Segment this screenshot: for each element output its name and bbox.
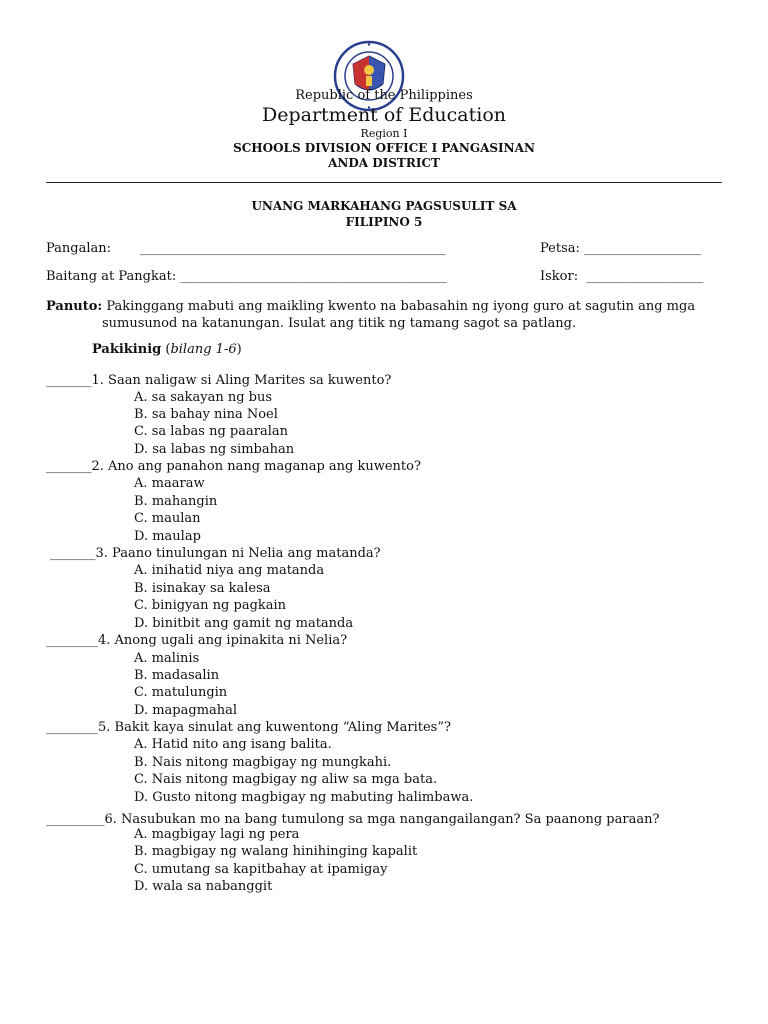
exam-subject: FILIPINO 5 <box>345 215 423 229</box>
directions-text-2: sumusunod na katanungan. Isulat ang titik ng tamang sagot sa patlang. <box>102 316 577 331</box>
choice-4b: B. madasalin <box>134 668 220 683</box>
choice-2b: B. mahangin <box>134 494 218 509</box>
choice-6b: B. magbigay ng walang hinihinging kapalit <box>134 844 418 859</box>
exam-title: UNANG MARKAHANG PAGSUSULIT SA <box>251 199 517 213</box>
choice-3c: C. binigyan ng pagkain <box>134 598 287 613</box>
score-field[interactable]: Iskor: __________________ <box>540 269 704 284</box>
directions-label: Panuto: <box>46 299 103 314</box>
date-field[interactable]: Petsa: __________________ <box>540 241 702 256</box>
department-title: Department of Education <box>262 104 506 126</box>
choice-5a: A. Hatid nito ang isang balita. <box>134 737 332 752</box>
choice-5c: C. Nais nitong magbigay ng aliw sa mga bata. <box>134 772 438 787</box>
region-line: Region I <box>360 127 408 140</box>
question-3[interactable]: _______3. Paano tinulungan ni Nelia ang matanda? <box>50 546 381 561</box>
choice-1d: D. sa labas ng simbahan <box>134 442 295 457</box>
directions-text-1: Pakinggang mabuti ang maikling kwento na babasahin ng iyong guro at sagutin ang mga <box>102 299 696 314</box>
choice-3a: A. inihatid niya ang matanda <box>134 563 325 578</box>
choice-5d: D. Gusto nitong magbigay ng mabuting halimbawa. <box>134 790 474 805</box>
section-label: Pakikinig <box>92 342 162 357</box>
choice-5b: B. Nais nitong magbigay ng mungkahi. <box>134 755 392 770</box>
choice-2a: A. maaraw <box>134 476 205 491</box>
question-2[interactable]: _______2. Ano ang panahon nang maganap ang kuwento? <box>46 459 421 474</box>
section-range: bilang 1-6 <box>170 342 237 357</box>
choice-4c: C. matulungin <box>134 685 228 700</box>
choice-3b: B. isinakay sa kalesa <box>134 581 271 596</box>
choice-1a: A. sa sakayan ng bus <box>134 390 273 405</box>
choice-6a: A. magbigay lagi ng pera <box>134 827 300 842</box>
name-field[interactable]: Pangalan: _______________________________________________ <box>46 241 446 256</box>
choice-3d: D. binitbit ang gamit ng matanda <box>134 616 354 631</box>
question-1[interactable]: _______1. Saan naligaw si Aling Marites sa kuwento? <box>46 373 392 388</box>
choice-1c: C. sa labas ng paaralan <box>134 424 288 439</box>
republic-line: Republic of the Philippines <box>295 88 473 103</box>
choice-4a: A. malinis <box>134 651 200 666</box>
choice-2c: C. maulan <box>134 511 201 526</box>
choice-6c: C. umutang sa kapitbahay at ipamigay <box>134 862 388 877</box>
choice-6d: D. wala sa nabanggit <box>134 879 273 894</box>
directions <box>46 298 718 332</box>
question-6[interactable]: _________6. Nasubukan mo na bang tumulong sa mga nangangailangan? Sa paanong paraan? <box>46 812 660 827</box>
choice-4d: D. mapagmahal <box>134 703 238 718</box>
division-line: SCHOOLS DIVISION OFFICE I PANGASINAN <box>233 141 535 155</box>
choice-2d: D. maulap <box>134 529 201 544</box>
header-divider <box>46 182 722 183</box>
district-line: ANDA DISTRICT <box>328 156 440 170</box>
choice-1b: B. sa bahay nina Noel <box>134 407 278 422</box>
grade-section-field[interactable]: Baitang at Pangkat: _________________________________________ <box>46 269 447 284</box>
section-heading: Pakikinig (bilang 1-6) <box>92 342 242 357</box>
question-4[interactable]: ________4. Anong ugali ang ipinakita ni Nelia? <box>46 633 348 648</box>
question-5[interactable]: ________5. Bakit kaya sinulat ang kuwentong “Aling Marites”? <box>46 720 451 735</box>
